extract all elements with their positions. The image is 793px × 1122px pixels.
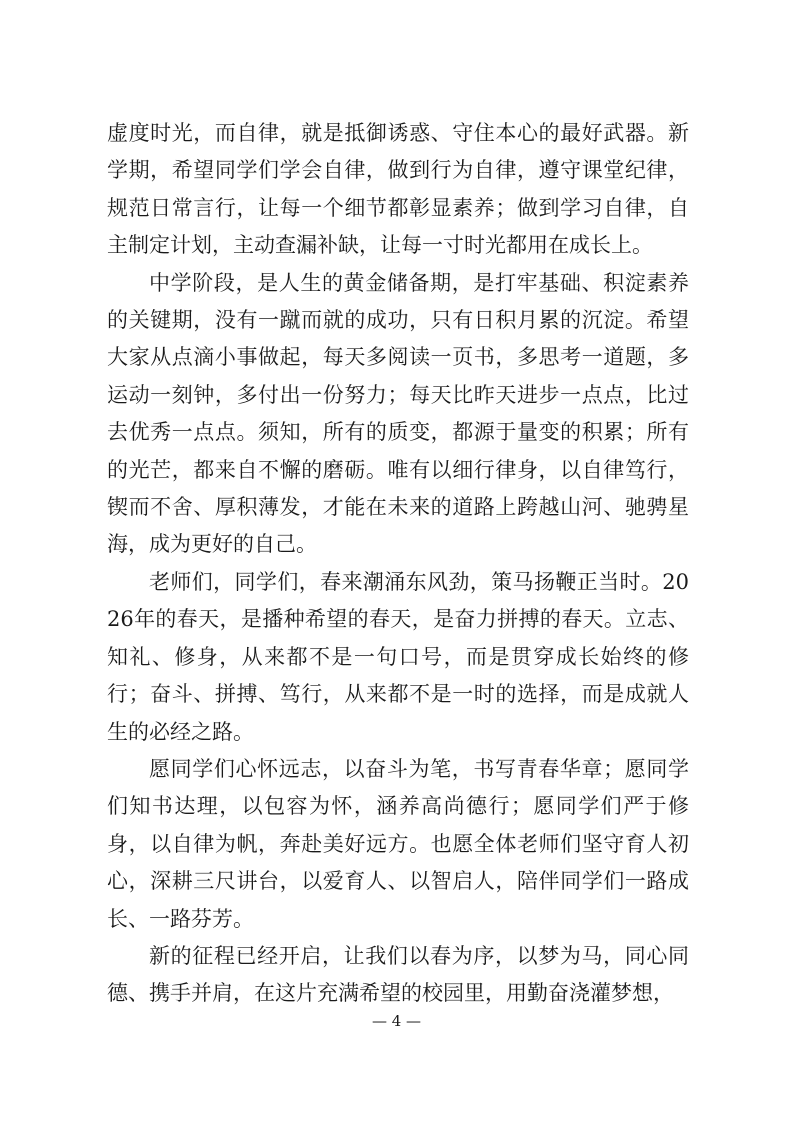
page-number: — 4 — xyxy=(371,1012,422,1030)
paragraph-1: 虚度时光，而自律，就是抵御诱惑、守住本心的最好武器。新学期，希望同学们学会自律，做到行为自律，遵守课堂纪律，规范日常言行，让每一个细节都彰显素养；做到学习自律，自主制定计划，主动查漏补缺，让每一寸时光都用在成长上。 xyxy=(107,121,689,258)
paragraph-2: 中学阶段，是人生的黄金储备期，是打牢基础、积淀素养的关键期，没有一蹴而就的成功，只有日积月累的沉淀。希望大家从点滴小事做起，每天多阅读一页书，多思考一道题，多运动一刻钟，多付出一份努力；每天比昨天进步一点点，比过去优秀一点点。须知，所有的质变，都源于量变的积累；所有的光芒，都来自不懈的磨砺。唯有以细行律身，以自律笃行，锲而不舍、厚积薄发，才能在未来的道路上跨越山河、驰骋星海，成为更好的自己。 xyxy=(107,270,689,557)
document-body xyxy=(107,115,689,1013)
paragraph-3: 老师们，同学们，春来潮涌东风劲，策马扬鞭正当时。2026年的春天，是播种希望的春天，是奋力拼搏的春天。立志、知礼、修身，从来都不是一句口号，而是贯穿成长始终的修行；奋斗、拼搏、笃行，从来都不是一时的选择，而是成就人生的必经之路。 xyxy=(107,569,689,744)
paragraph-4: 愿同学们心怀远志，以奋斗为笔，书写青春华章；愿同学们知书达理，以包容为怀，涵养高尚德行；愿同学们严于修身，以自律为帆，奔赴美好远方。也愿全体老师们坚守育人初心，深耕三尺讲台，以爱育人、以智启人，陪伴同学们一路成长、一路芬芳。 xyxy=(107,756,689,931)
paragraph-5: 新的征程已经开启，让我们以春为序，以梦为马，同心同德、携手并肩，在这片充满希望的校园里，用勤奋浇灌梦想， xyxy=(107,943,689,1006)
